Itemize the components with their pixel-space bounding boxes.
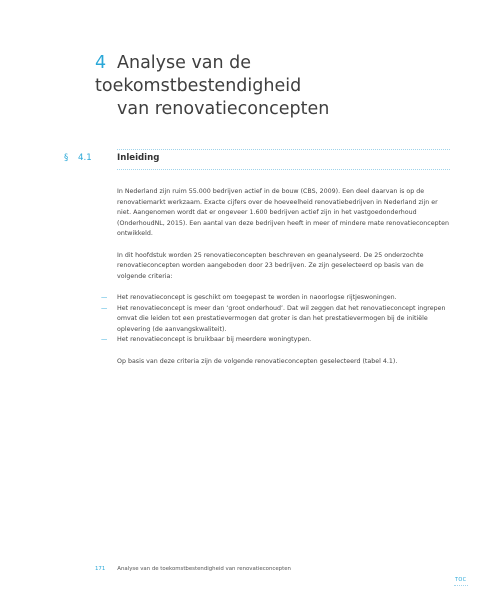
list-item-text: Het renovatieconcept is meer dan ‘groot onderhoud’. Dat wil zeggen dat het renovatieconcept ingrepen omvat die leiden tot een prestatievermogen dat groter is dan het prestatievermogen bij de initiële oplevering (de aanvangskwaliteit). xyxy=(117,304,446,333)
section-rule-top xyxy=(117,149,450,150)
dash-bullet: — xyxy=(101,294,108,301)
list-item-text: Het renovatieconcept is geschikt om toegepast te worden in naoorlogse rijtjeswoningen. xyxy=(117,294,397,301)
toc-link[interactable]: TOC xyxy=(455,577,467,583)
section-number: 4.1 xyxy=(78,153,92,163)
running-title: Analyse van de toekomstbestendigheid van renovatieconcepten xyxy=(117,566,291,572)
list-item-text: Het renovatieconcept is bruikbaar bij meerdere woningtypen. xyxy=(117,336,312,343)
chapter-title-line1: Analyse van de toekomstbestendigheid xyxy=(95,53,302,96)
paragraph-intro: In Nederland zijn ruim 55.000 bedrijven actief in de bouw (CBS, 2009). Een deel daarvan is op de renovatiemarkt werkzaam. Exacte cijfers over de hoeveelheid renovatiebedrijven in Nederland zijn er niet. Aangenomen wordt dat er ongeveer 1.600 bedrijven actief zijn in het vastgoedonderhoud (OnderhoudNL, 2015). Een aantal van deze bedrijven heeft in meer of mindere mate renovatieconcepten ontwikkeld. xyxy=(117,188,449,237)
body-text xyxy=(101,187,453,378)
section-title: Inleiding xyxy=(117,153,160,163)
toc-underline xyxy=(454,585,468,586)
chapter-heading xyxy=(95,52,455,121)
chapter-title-line2: van renovatieconcepten xyxy=(117,99,330,119)
criteria-list xyxy=(101,293,453,346)
list-item xyxy=(101,335,453,346)
paragraph-closing: Op basis van deze criteria zijn de volgende renovatieconcepten geselecteerd (tabel 4.1). xyxy=(117,357,398,365)
dash-bullet: — xyxy=(101,304,108,312)
dash-bullet: — xyxy=(101,336,108,343)
list-item xyxy=(101,304,453,336)
section-rule-bottom xyxy=(117,169,450,170)
page-footer xyxy=(95,566,291,572)
list-item xyxy=(101,293,453,304)
paragraph-criteria: In dit hoofdstuk worden 25 renovatieconcepten beschreven en geanalyseerd. De 25 onderzochte renovatieconcepten worden aangeboden door 23 bedrijven. Ze zijn geselecteerd op basis van de volgende criteria: xyxy=(117,251,424,280)
page-number: 171 xyxy=(95,566,106,572)
chapter-number: 4 xyxy=(95,53,107,73)
section-symbol: § xyxy=(64,153,69,163)
